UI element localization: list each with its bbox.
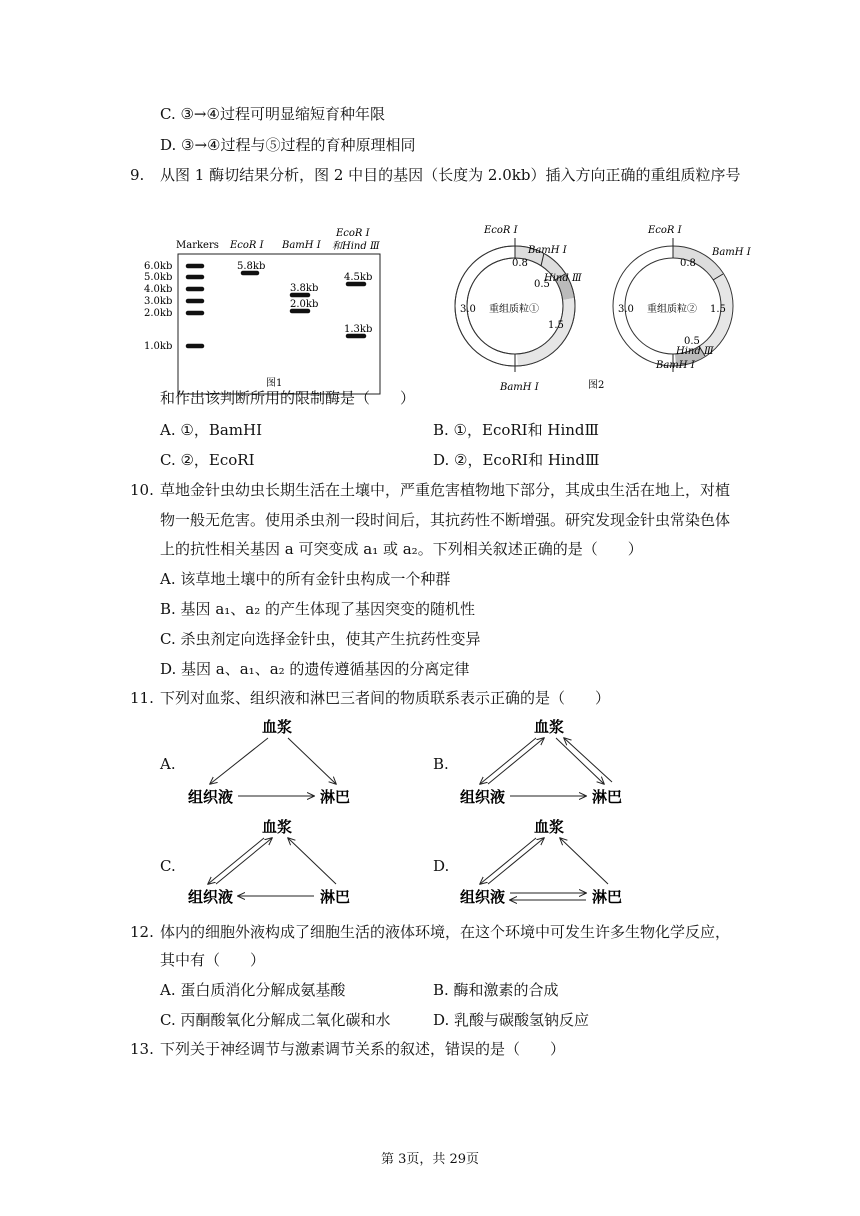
q11-option-c-letter: C. <box>160 857 176 875</box>
figure-caption: 图2 <box>588 380 605 391</box>
question-stem-line: 上的抗性相关基因 a 可突变成 a₁ 或 a₂。下列相关叙述正确的是（ ） <box>160 540 643 558</box>
node-lymph: 淋巴 <box>592 888 623 906</box>
question-stem: 下列对血浆、组织液和淋巴三者间的物质联系表示正确的是（ ） <box>160 689 611 707</box>
q9-option-a: A. ①，BamHⅠ <box>160 421 263 439</box>
question-stem-line: 草地金针虫幼虫长期生活在土壤中，严重危害植物地下部分，其成虫生活在地上，对植 <box>160 481 731 499</box>
plasmid-name: 重组质粒① <box>489 304 539 315</box>
node-tissue: 组织液 <box>188 888 234 906</box>
plasmid-1 <box>455 225 582 393</box>
q10-option-c: C. 杀虫剂定向选择金针虫，使其产生抗药性变异 <box>160 630 481 648</box>
q12-option-a: A. 蛋白质消化分解成氨基酸 <box>160 981 346 999</box>
question-number: 13. <box>130 1040 154 1058</box>
plasmid-2 <box>613 225 752 372</box>
band-label: 5.8kb <box>237 261 266 272</box>
q12-option-b: B. 酶和激素的合成 <box>433 981 559 999</box>
segment-length: 1.5 <box>710 304 726 315</box>
segment-length: 1.5 <box>548 320 564 331</box>
question-stem-line: 物一般无危害。使用杀虫剂一段时间后，其抗药性不断增强。研究发现金针虫常染色体 <box>160 511 731 529</box>
enzyme-label: BamH Ⅰ <box>500 382 539 393</box>
marker-label: 2.0kb <box>144 308 173 319</box>
question-stem-continued: 和作出该判断所用的限制酶是（ ） <box>160 389 416 407</box>
enzyme-label: BamH Ⅰ <box>656 360 695 371</box>
q10-option-d: D. 基因 a、a₁、a₂ 的遗传遵循基因的分离定律 <box>160 660 470 678</box>
segment-length: 3.0 <box>460 304 476 315</box>
q10-option-a: A. 该草地土壤中的所有金针虫构成一个种群 <box>160 570 451 588</box>
segment-length: 0.8 <box>680 258 696 269</box>
band-label: 1.3kb <box>344 324 373 335</box>
diagram-b <box>452 712 642 812</box>
question-stem: 下列关于神经调节与激素调节关系的叙述，错误的是（ ） <box>160 1040 566 1058</box>
q9-option-c: C. ②，EcoRⅠ <box>160 451 255 469</box>
gel-header-ecori: EcoR Ⅰ <box>230 240 264 251</box>
segment-length: 0.5 <box>684 336 700 347</box>
q8-option-d: D. ③→④过程与⑤过程的育种原理相同 <box>160 136 416 154</box>
node-lymph: 淋巴 <box>320 788 351 806</box>
node-plasma: 血浆 <box>534 818 565 836</box>
marker-bands <box>188 266 202 346</box>
q9-option-d: D. ②，EcoRⅠ和 HindⅢ <box>433 451 600 469</box>
node-lymph: 淋巴 <box>592 788 623 806</box>
question-stem-line: 其中有（ ） <box>160 951 266 969</box>
question-number: 12. <box>130 923 154 941</box>
node-tissue: 组织液 <box>188 788 234 806</box>
question-number: 9. <box>130 166 145 184</box>
gel-figure <box>140 222 400 402</box>
segment-length: 0.8 <box>512 258 528 269</box>
node-plasma: 血浆 <box>262 718 293 736</box>
q12-option-d: D. 乳酸与碳酸氢钠反应 <box>433 1011 590 1029</box>
figure-caption: 图1 <box>266 378 283 389</box>
q11-option-d-letter: D. <box>433 857 450 875</box>
enzyme-label: BamH Ⅰ <box>712 247 751 258</box>
segment-length: 3.0 <box>618 304 634 315</box>
marker-label: 5.0kb <box>144 272 173 283</box>
enzyme-label: Hind Ⅲ <box>676 346 714 357</box>
node-tissue: 组织液 <box>460 788 506 806</box>
page-footer: 第 3页，共 29页 <box>380 1152 480 1167</box>
plasmid-figure <box>440 218 760 396</box>
marker-label: 6.0kb <box>144 261 173 272</box>
node-plasma: 血浆 <box>534 718 565 736</box>
segment-length: 0.5 <box>534 279 550 290</box>
band-label: 4.5kb <box>344 272 373 283</box>
diagram-a <box>180 712 370 812</box>
node-plasma: 血浆 <box>262 818 293 836</box>
gel-header-bamhi: BamH Ⅰ <box>282 240 321 251</box>
question-number: 11. <box>130 689 154 707</box>
enzyme-label: BamH Ⅰ <box>528 245 567 256</box>
node-lymph: 淋巴 <box>320 888 351 906</box>
enzyme-label: EcoR Ⅰ <box>648 225 682 236</box>
gel-header-and-hind: 和Hind Ⅲ <box>332 241 380 252</box>
q8-option-c: C. ③→④过程可明显缩短育种年限 <box>160 105 385 123</box>
enzyme-label: Hind Ⅲ <box>544 273 582 284</box>
band-label: 3.8kb <box>290 283 319 294</box>
question-stem: 从图 1 酶切结果分析，图 2 中目的基因（长度为 2.0kb）插入方向正确的重组质粒序号 <box>160 166 741 184</box>
marker-label: 3.0kb <box>144 296 173 307</box>
question-number: 10. <box>130 481 154 499</box>
marker-label: 4.0kb <box>144 284 173 295</box>
band-label: 2.0kb <box>290 299 319 310</box>
q11-option-b-letter: B. <box>433 755 449 773</box>
gel-header-ecori-2: EcoR Ⅰ <box>336 228 370 239</box>
q10-option-b: B. 基因 a₁、a₂ 的产生体现了基因突变的随机性 <box>160 600 476 618</box>
diagram-d <box>452 812 642 912</box>
q12-option-c: C. 丙酮酸氧化分解成二氧化碳和水 <box>160 1011 391 1029</box>
node-tissue: 组织液 <box>460 888 506 906</box>
q11-option-a-letter: A. <box>160 755 176 773</box>
enzyme-label: EcoR Ⅰ <box>484 225 518 236</box>
gel-header-markers: Markers <box>176 240 219 251</box>
plasmid-name: 重组质粒② <box>647 304 697 315</box>
marker-label: 1.0kb <box>144 341 173 352</box>
q9-option-b: B. ①，EcoRⅠ和 HindⅢ <box>433 421 599 439</box>
question-stem-line: 体内的细胞外液构成了细胞生活的液体环境，在这个环境中可发生许多生物化学反应， <box>160 923 731 941</box>
diagram-c <box>180 812 370 912</box>
